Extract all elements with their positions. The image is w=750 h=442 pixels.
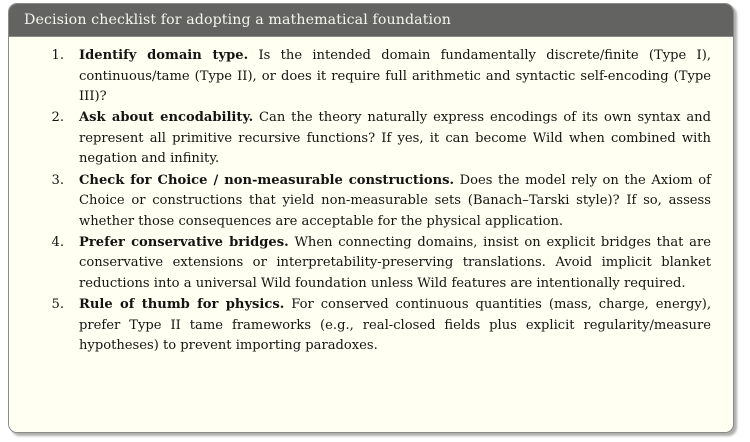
list-item-lead: Rule of thumb for physics. [79,297,285,313]
callout-title: Decision checklist for adopting a mathematical foundation [24,11,452,28]
list-item-lead: Check for Choice / non-measurable constructions. [79,172,455,188]
list-item [21,108,711,170]
list-item-number: 4. [51,234,64,250]
list-item-lead: Ask about encodability. [79,110,254,126]
list-item-body: For conserved continuous quantities (mass, charge, energy), prefer Type II tame frameworks (e.g., real-closed fields plus explicit regularity/measure hypotheses) to prevent importing paradoxes. [79,297,711,354]
list-item-body: Is the intended domain fundamentally discrete/finite (Type I), continuous/tame (Type II), or does it require full arithmetic and syntactic self-encoding (Type III)? [79,48,711,105]
list-item [21,295,711,357]
list-item-number: 1. [51,48,64,63]
list-item [21,46,711,108]
decision-checklist-callout [8,3,734,433]
callout-header [9,4,733,37]
list-item-lead: Prefer conservative bridges. [79,234,289,250]
checklist-list [21,46,711,357]
list-item [21,233,711,295]
list-item-body: Can the theory naturally express encodings of its own syntax and represent all primitive recursive functions? If yes, it can become Wild when combined with negation and infinity. [79,110,711,167]
list-item [21,171,711,233]
list-item-number: 2. [51,110,64,126]
list-item-number: 5. [51,297,64,313]
callout-body [9,37,733,433]
list-item-body: When connecting domains, insist on explicit bridges that are conservative extensions or interpretability-preserving translations. Avoid implicit blanket reductions into a universal Wild foundation unless Wild features are intentionally required. [79,234,711,292]
list-item-lead: Identify domain type. [79,48,249,63]
list-item-number: 3. [51,172,64,188]
list-item-body: Does the model rely on the Axiom of Choice or constructions that yield non-measurable sets (Banach–Tarski style)? If so, assess whether those consequences are acceptable for the physical application. [79,172,711,229]
